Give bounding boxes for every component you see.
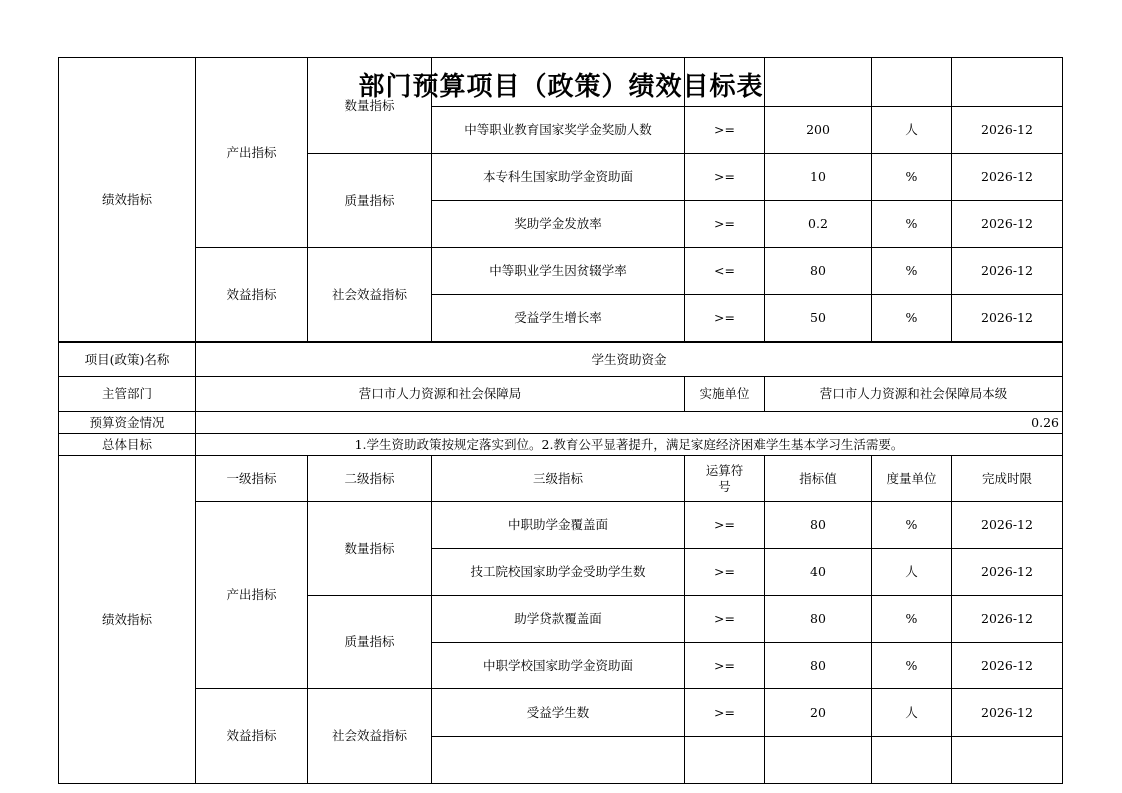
indicator-value: 10 — [765, 154, 872, 201]
header-level3: 三级指标 — [432, 456, 685, 502]
indicator-unit: 人 — [872, 549, 952, 596]
indicator-value: 40 — [765, 549, 872, 596]
indicator-name: 奖助学金发放率 — [432, 201, 685, 248]
dept-label: 主管部门 — [59, 377, 196, 412]
indicator-op — [685, 737, 765, 784]
indicator-deadline: 2026-12 — [952, 689, 1063, 737]
indicator-name: 技工院校国家助学金受助学生数 — [432, 549, 685, 596]
table-row — [59, 502, 1063, 549]
indicator-name: 本专科生国家助学金资助面 — [432, 154, 685, 201]
indicator-name: 中职学校国家助学金资助面 — [432, 643, 685, 689]
indicator-unit — [872, 737, 952, 784]
indicator-value: 80 — [765, 596, 872, 643]
indicator-unit: % — [872, 248, 952, 295]
indicator-unit: % — [872, 643, 952, 689]
indicator-op: >= — [685, 154, 765, 201]
level2-benefit-cell: 效益指标 — [196, 248, 308, 342]
project-info-table — [58, 342, 1063, 784]
indicator-op — [685, 58, 765, 107]
impl-label: 实施单位 — [685, 377, 765, 412]
page-title: 部门预算项目（政策）绩效目标表 — [358, 72, 764, 102]
indicator-op: >= — [685, 596, 765, 643]
header-level1: 一级指标 — [196, 456, 308, 502]
indicator-deadline: 2026-12 — [952, 248, 1063, 295]
indicator-unit: % — [872, 201, 952, 248]
budget-value: 0.26 — [196, 412, 1063, 434]
level2-quantity-cell: 数量指标 — [308, 58, 432, 154]
indicator-op: >= — [685, 201, 765, 248]
indicator-deadline: 2026-12 — [952, 201, 1063, 248]
indicator-deadline: 2026-12 — [952, 502, 1063, 549]
goal-label: 总体目标 — [59, 434, 196, 456]
indicator-value: 200 — [765, 107, 872, 154]
impl-value: 营口市人力资源和社会保障局本级 — [765, 377, 1063, 412]
indicator-deadline: 2026-12 — [952, 295, 1063, 342]
header-deadline: 完成时限 — [952, 456, 1063, 502]
level2-quality-cell: 质量指标 — [308, 596, 432, 689]
indicator-deadline — [952, 58, 1063, 107]
indicator-unit: % — [872, 154, 952, 201]
project-name-value: 学生资助资金 — [196, 343, 1063, 377]
indicator-value — [765, 737, 872, 784]
level1-cell: 绩效指标 — [59, 58, 196, 342]
header-op: 运算符号 — [685, 456, 765, 502]
social-benefit-cell: 社会效益指标 — [308, 248, 432, 342]
indicator-deadline: 2026-12 — [952, 549, 1063, 596]
indicator-op: <= — [685, 248, 765, 295]
indicator-deadline: 2026-12 — [952, 107, 1063, 154]
social-benefit-cell: 社会效益指标 — [308, 689, 432, 784]
indicator-op: >= — [685, 295, 765, 342]
indicator-unit: 人 — [872, 107, 952, 154]
indicator-name: 中等职业学生因贫辍学率 — [432, 248, 685, 295]
performance-indicators-table-upper — [58, 57, 1063, 342]
budget-table-viewport — [58, 97, 1066, 743]
indicator-op: >= — [685, 643, 765, 689]
indicator-value: 80 — [765, 248, 872, 295]
header-unit: 度量单位 — [872, 456, 952, 502]
dept-value: 营口市人力资源和社会保障局 — [196, 377, 685, 412]
indicator-value: 80 — [765, 502, 872, 549]
indicator-name: 助学贷款覆盖面 — [432, 596, 685, 643]
indicator-value: 50 — [765, 295, 872, 342]
indicator-name: 受益学生增长率 — [432, 295, 685, 342]
budget-label: 预算资金情况 — [59, 412, 196, 434]
indicator-op: >= — [685, 502, 765, 549]
level2-quality-cell: 质量指标 — [308, 154, 432, 248]
indicator-op: >= — [685, 689, 765, 737]
indicator-op: >= — [685, 549, 765, 596]
project-name-label: 项目(政策)名称 — [59, 343, 196, 377]
indicator-unit: 人 — [872, 689, 952, 737]
indicator-name: 中等职业教育国家奖学金奖励人数 — [432, 107, 685, 154]
indicator-unit — [872, 58, 952, 107]
header-row — [59, 456, 1063, 502]
indicator-deadline — [952, 737, 1063, 784]
indicator-value: 0.2 — [765, 201, 872, 248]
table-row — [59, 248, 1063, 295]
indicator-op: >= — [685, 107, 765, 154]
indicator-unit: % — [872, 596, 952, 643]
level1-cell: 绩效指标 — [59, 456, 196, 784]
header-value: 指标值 — [765, 456, 872, 502]
level2-quantity-cell: 数量指标 — [308, 502, 432, 596]
goal-value: 1.学生资助政策按规定落实到位。2.教育公平显著提升，满足家庭经济困难学生基本学习生活需要。 — [196, 434, 1063, 456]
indicator-name — [432, 737, 685, 784]
indicator-deadline: 2026-12 — [952, 596, 1063, 643]
level2-output-cell: 产出指标 — [196, 502, 308, 689]
indicator-value: 20 — [765, 689, 872, 737]
indicator-value: 80 — [765, 643, 872, 689]
level2-output-cell: 产出指标 — [196, 58, 308, 248]
indicator-unit: % — [872, 295, 952, 342]
indicator-value — [765, 58, 872, 107]
indicator-name: 中职助学金覆盖面 — [432, 502, 685, 549]
indicator-deadline: 2026-12 — [952, 643, 1063, 689]
header-level2: 二级指标 — [308, 456, 432, 502]
indicator-unit: % — [872, 502, 952, 549]
table-row — [59, 689, 1063, 737]
level2-benefit-cell: 效益指标 — [196, 689, 308, 784]
indicator-name — [432, 58, 685, 107]
indicator-name: 受益学生数 — [432, 689, 685, 737]
indicator-deadline: 2026-12 — [952, 154, 1063, 201]
